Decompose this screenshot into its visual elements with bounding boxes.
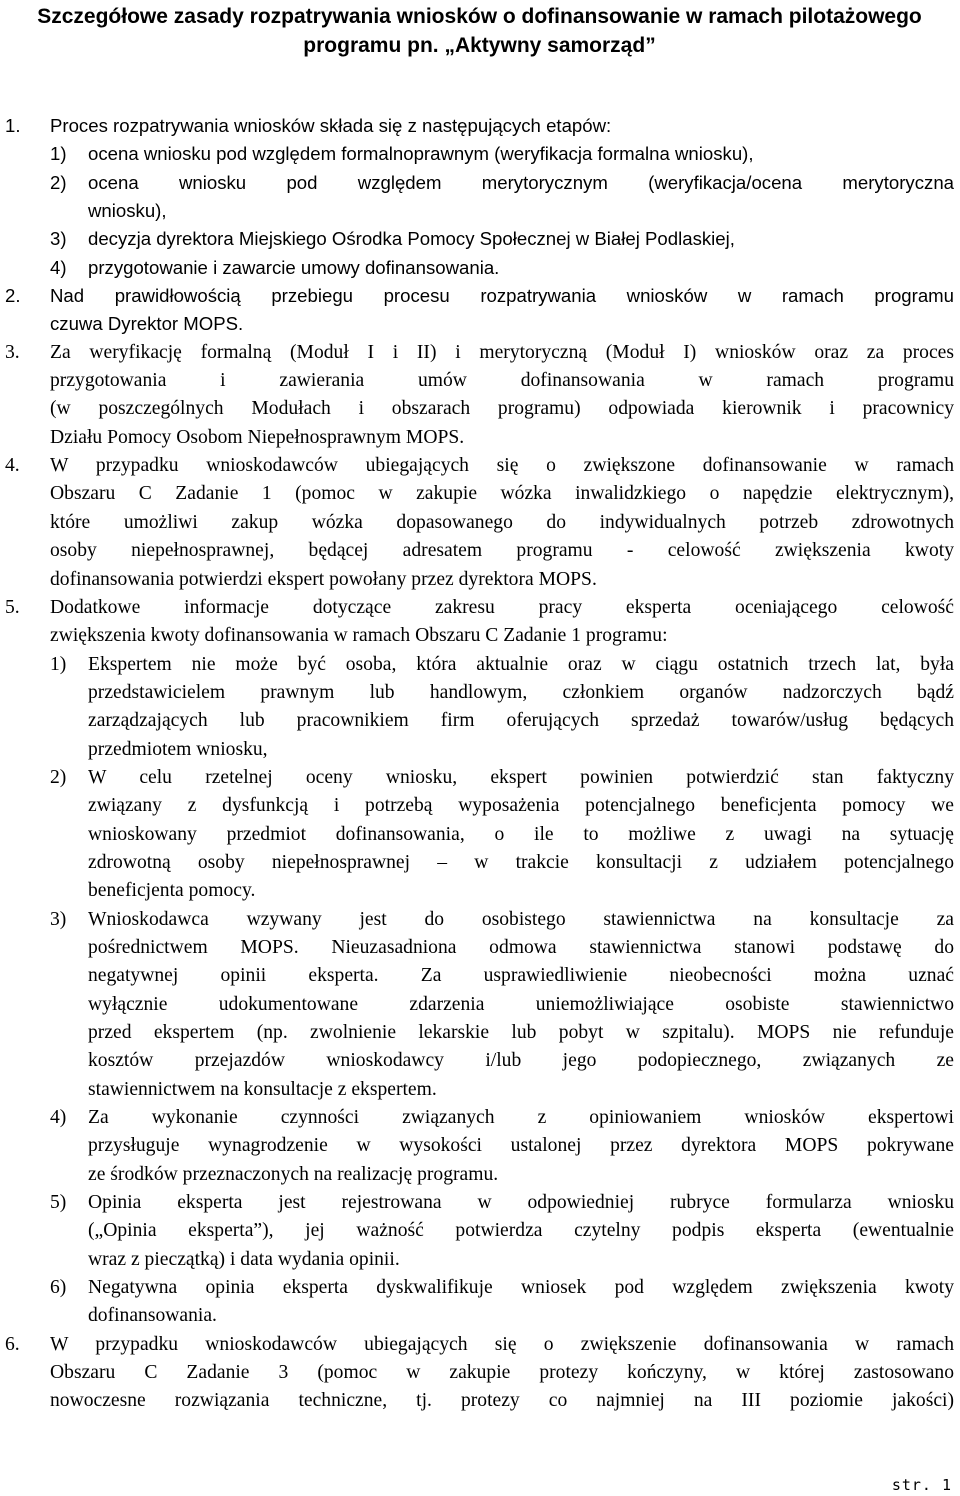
item-number: 5. xyxy=(5,596,20,618)
sub-item-line: związany z dysfunkcją i potrzebą wyposażenia potencjalnego beneficjenta pomocy we xyxy=(88,795,954,817)
sub-item-text: ocena wniosku pod względem merytorycznym (weryfikacja/ocena merytoryczna xyxy=(88,171,954,193)
sub-item-number: 1) xyxy=(50,653,67,675)
sub-item-1-3 xyxy=(50,225,954,253)
sub-item-5-3 xyxy=(50,906,954,1104)
item-line: dofinansowania potwierdzi ekspert powołany przez dyrektora MOPS. xyxy=(50,568,597,590)
item-line: nowoczesne rozwiązania techniczne, tj. protezy co najmniej na III poziomie jakości) xyxy=(50,1390,954,1412)
item-line: które umożliwi zakup wózka dopasowanego do indywidualnych potrzeb zdrowotnych xyxy=(50,511,954,533)
item-line: W przypadku wnioskodawców ubiegających się o zwiększenie dofinansowania w ramach xyxy=(50,1333,954,1355)
sub-item-5-6 xyxy=(50,1274,954,1331)
list-item-4 xyxy=(5,452,954,594)
sub-item-text: przygotowanie i zawarcie umowy dofinansowania. xyxy=(88,256,500,278)
item-line: Za weryfikację formalną (Moduł I i II) i merytoryczną (Moduł I) wniosków oraz za proces xyxy=(50,341,954,363)
title-line-1: Szczegółowe zasady rozpatrywania wniosków o dofinansowanie w ramach pilotażowego xyxy=(37,5,922,28)
sub-item-1-1 xyxy=(50,140,954,168)
item-line: Nad prawidłowością przebiegu procesu rozpatrywania wniosków w ramach programu xyxy=(50,285,954,307)
item-line: Działu Pomocy Osobom Niepełnosprawnym MOPS. xyxy=(50,426,465,448)
list-item-1 xyxy=(5,112,954,282)
item-text: Proces rozpatrywania wniosków składa się z następujących etapów: xyxy=(50,115,612,136)
sub-item-number: 3) xyxy=(50,908,67,930)
sub-item-line: przedmiotem wniosku, xyxy=(88,738,268,760)
item-line: przygotowania i zawierania umów dofinansowania w ramach programu xyxy=(50,370,954,392)
document-body xyxy=(5,112,954,1416)
sub-item-5-2 xyxy=(50,764,954,906)
sub-item-5-4 xyxy=(50,1104,954,1189)
sub-item-line: wraz z pieczątką) i data wydania opinii. xyxy=(88,1248,400,1270)
sub-item-line: dofinansowania. xyxy=(88,1305,217,1327)
sub-item-number: 4) xyxy=(50,1107,67,1129)
sub-item-line: przysługuje wynagrodzenie w wysokości ustalonej przez dyrektora MOPS pokrywane xyxy=(88,1135,954,1157)
sub-item-line: wyłącznie udokumentowane zdarzenia uniemożliwiające osobiste stawiennictwo xyxy=(88,993,954,1015)
sub-item-line: Za wykonanie czynności związanych z opiniowaniem wniosków ekspertowi xyxy=(88,1107,954,1129)
item-line: (w poszczególnych Modułach i obszarach programu) odpowiada kierownik i pracownicy xyxy=(50,398,954,420)
sub-item-line: wnioskowany przedmiot dofinansowania, o ile to możliwe z uwagi na sytuację xyxy=(88,823,954,845)
sub-item-line: przed ekspertem (np. zwolnienie lekarskie lub pobyt w szpitalu). MOPS nie refunduje xyxy=(88,1022,954,1043)
sub-item-line: („Opinia eksperta”), jej ważność potwierdza czytelny podpis eksperta (ewentualnie xyxy=(88,1220,954,1242)
sub-item-5-5 xyxy=(50,1189,954,1274)
sub-item-line: W celu rzetelnej oceny wniosku, ekspert powinien potwierdzić stan faktyczny xyxy=(88,766,954,788)
sub-item-line: ze środków przeznaczonych na realizację programu. xyxy=(88,1163,499,1185)
sub-item-line: beneficjenta pomocy. xyxy=(88,880,256,902)
page-number: str. 1 xyxy=(891,1476,952,1494)
sub-item-number: 3) xyxy=(50,228,67,250)
sub-item-line: pośrednictwem MOPS. Nieuzasadniona odmowa stawiennictwa stanowi podstawę do xyxy=(88,936,954,958)
sub-item-line: Ekspertem nie może być osoba, która aktualnie oraz w ciągu ostatnich trzech lat, była xyxy=(88,653,954,675)
item-line: W przypadku wnioskodawców ubiegających się o zwiększone dofinansowanie w ramach xyxy=(50,455,954,477)
sub-item-line: przedstawicielem prawnym lub handlowym, członkiem organów nadzorczych bądź xyxy=(88,681,954,703)
sub-item-line: zdrowotną osoby niepełnosprawnej – w trakcie konsultacji z udziałem potencjalnego xyxy=(88,851,954,873)
sub-item-line: Negatywna opinia eksperta dyskwalifikuje wniosek pod względem zwiększenia kwoty xyxy=(88,1277,954,1299)
item-number: 6. xyxy=(5,1333,20,1355)
sub-item-text: decyzja dyrektora Miejskiego Ośrodka Pomocy Społecznej w Białej Podlaskiej, xyxy=(88,228,735,250)
sub-item-number: 4) xyxy=(50,256,67,278)
list-item-3 xyxy=(5,339,954,452)
item-number: 2. xyxy=(5,285,21,307)
item-number: 3. xyxy=(5,341,20,363)
sub-item-line: kosztów przejazdów wnioskodawcy i/lub jego podopiecznego, związanych ze xyxy=(88,1050,954,1072)
item-line: Obszaru C Zadanie 3 (pomoc w zakupie protezy kończyny, w której zastosowano xyxy=(50,1362,954,1384)
sub-item-number: 6) xyxy=(50,1277,67,1299)
sub-item-number: 2) xyxy=(50,171,67,193)
sub-item-1-4 xyxy=(50,254,954,282)
item-line: czuwa Dyrektor MOPS. xyxy=(50,313,244,335)
item-line: Obszaru C Zadanie 1 (pomoc w zakupie wózka inwalidzkiego o napędzie elektrycznym), xyxy=(50,483,954,505)
sub-item-1-2 xyxy=(50,169,954,226)
item-line: Dodatkowe informacje dotyczące zakresu pracy eksperta oceniającego celowość xyxy=(50,596,954,618)
item-number: 4. xyxy=(5,455,20,477)
item-number: 1. xyxy=(5,115,21,136)
sub-item-line: zarządzających lub pracownikiem firm oferujących sprzedaż towarów/usług będących xyxy=(88,710,954,732)
sub-item-text: wniosku), xyxy=(88,200,167,222)
sub-item-5-1 xyxy=(50,651,954,764)
title-line-2: programu pn. „Aktywny samorząd” xyxy=(303,34,656,57)
document-title xyxy=(5,0,954,60)
sub-item-line: Wnioskodawca wzywany jest do osobistego stawiennictwa na konsultacje za xyxy=(88,908,954,930)
list-item-2 xyxy=(5,282,954,339)
sub-item-line: negatywnej opinii eksperta. Za usprawiedliwienie nieobecności można uznać xyxy=(88,965,954,987)
item-line: zwiększenia kwoty dofinansowania w ramach Obszaru C Zadanie 1 programu: xyxy=(50,625,668,647)
sub-item-line: Opinia eksperta jest rejestrowana w odpowiedniej rubryce formularza wniosku xyxy=(88,1192,954,1214)
sub-item-number: 1) xyxy=(50,143,67,165)
sub-item-text: ocena wniosku pod względem formalnoprawnym (weryfikacja formalna wniosku), xyxy=(88,143,754,165)
sub-item-number: 5) xyxy=(50,1192,67,1214)
sub-item-number: 2) xyxy=(50,766,67,788)
list-item-5 xyxy=(5,594,954,1331)
sub-item-line: stawiennictwem na konsultacje z ekspertem. xyxy=(88,1078,437,1100)
item-line: osoby niepełnosprawnej, będącej adresatem programu - celowość zwiększenia kwoty xyxy=(50,540,954,562)
list-item-6 xyxy=(5,1331,954,1416)
